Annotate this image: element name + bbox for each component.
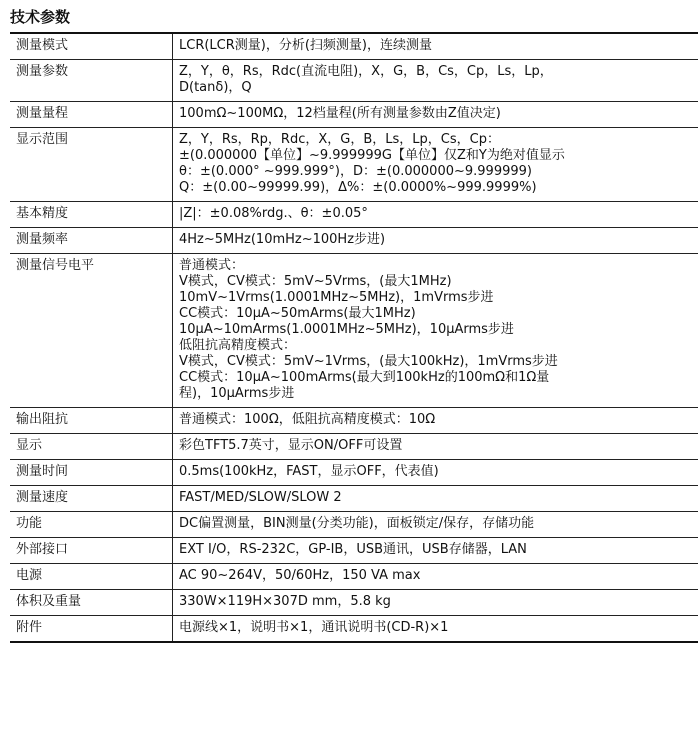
spec-value-line: CC模式：10μA~50mArms(最大1MHz) xyxy=(179,306,416,321)
spec-label: 测量量程 xyxy=(10,102,173,128)
spec-value-line: LCR(LCR测量)，分析(扫频测量)，连续测量 xyxy=(179,38,432,53)
spec-label: 电源 xyxy=(10,564,173,590)
spec-row xyxy=(10,486,698,512)
spec-label: 测量参数 xyxy=(10,60,173,102)
spec-value-line: 普通模式：100Ω，低阻抗高精度模式：10Ω xyxy=(179,412,436,427)
spec-row xyxy=(10,202,698,228)
spec-value-line: 程)，10μArms步进 xyxy=(179,386,295,401)
spec-value-line: EXT I/O，RS-232C，GP-IB，USB通讯，USB存储器，LAN xyxy=(179,542,527,557)
spec-value-line: 电源线×1，说明书×1，通讯说明书(CD-R)×1 xyxy=(179,620,449,635)
spec-value xyxy=(173,486,698,512)
spec-value xyxy=(173,102,698,128)
spec-value-line: 0.5ms(100kHz，FAST，显示OFF，代表值) xyxy=(179,464,439,479)
spec-value xyxy=(173,60,698,102)
spec-value-line: 低阻抗高精度模式： xyxy=(179,338,297,353)
spec-label: 测量模式 xyxy=(10,33,173,60)
spec-value-line: 10μA~10mArms(1.0001MHz~5MHz)，10μArms步进 xyxy=(179,322,514,337)
spec-value xyxy=(173,512,698,538)
spec-row xyxy=(10,228,698,254)
spec-value-line: DC偏置测量，BIN测量(分类功能)，面板锁定/保存，存储功能 xyxy=(179,516,535,531)
spec-value-line: 10mV~1Vrms(1.0001MHz~5MHz)，1mVrms步进 xyxy=(179,290,494,305)
spec-value xyxy=(173,408,698,434)
spec-row xyxy=(10,102,698,128)
spec-label: 测量频率 xyxy=(10,228,173,254)
spec-value-line: ±(0.000000【单位】~9.999999G【单位】仅Z和Y为绝对值显示 xyxy=(179,148,565,163)
spec-value-line: 330W×119H×307D mm，5.8 kg xyxy=(179,594,391,609)
spec-value-line: 彩色TFT5.7英寸，显示ON/OFF可设置 xyxy=(179,438,403,453)
spec-value xyxy=(173,254,698,408)
spec-value xyxy=(173,616,698,643)
spec-value-line: Z，Y，θ，Rs，Rdc(直流电阻)，X，G，B，Cs，Cp，Ls，Lp， xyxy=(179,64,553,79)
spec-label: 显示范围 xyxy=(10,128,173,202)
spec-value-line: Q：±(0.00~99999.99)，Δ%：±(0.0000%~999.9999%) xyxy=(179,180,537,195)
spec-label: 测量时间 xyxy=(10,460,173,486)
spec-row xyxy=(10,408,698,434)
document-title: 技术参数 xyxy=(10,8,71,26)
spec-table xyxy=(10,32,698,643)
spec-row xyxy=(10,33,698,60)
spec-value xyxy=(173,202,698,228)
spec-value xyxy=(173,128,698,202)
spec-value xyxy=(173,33,698,60)
spec-value-line: FAST/MED/SLOW/SLOW 2 xyxy=(179,490,342,505)
spec-value xyxy=(173,460,698,486)
spec-row xyxy=(10,512,698,538)
spec-value xyxy=(173,590,698,616)
spec-value-line: Z，Y，Rs，Rp，Rdc，X，G，B，Ls，Lp，Cs，Cp： xyxy=(179,132,500,147)
spec-value-line: V模式，CV模式：5mV~1Vrms，(最大100kHz)，1mVrms步进 xyxy=(179,354,558,369)
spec-value-line: D(tanδ)，Q xyxy=(179,80,252,95)
spec-value xyxy=(173,564,698,590)
spec-row xyxy=(10,434,698,460)
spec-value-line: 普通模式： xyxy=(179,258,245,273)
spec-row xyxy=(10,128,698,202)
spec-value-line: AC 90~264V，50/60Hz，150 VA max xyxy=(179,568,421,583)
spec-value-line: 100mΩ~100MΩ，12档量程(所有测量参数由Z值决定) xyxy=(179,106,501,121)
spec-value-line: V模式，CV模式：5mV~5Vrms，(最大1MHz) xyxy=(179,274,452,289)
spec-row xyxy=(10,60,698,102)
spec-label: 附件 xyxy=(10,616,173,643)
spec-value-line: θ：±(0.000° ~999.999°)，D：±(0.000000~9.999999) xyxy=(179,164,532,179)
spec-row xyxy=(10,564,698,590)
spec-row xyxy=(10,254,698,408)
spec-value-line: |Z|：±0.08%rdg.、θ：±0.05° xyxy=(179,206,368,221)
spec-value xyxy=(173,538,698,564)
spec-row xyxy=(10,538,698,564)
spec-value-line: 4Hz~5MHz(10mHz~100Hz步进) xyxy=(179,232,386,247)
spec-label: 测量信号电平 xyxy=(10,254,173,408)
spec-label: 基本精度 xyxy=(10,202,173,228)
spec-value-line: CC模式：10μA~100mArms(最大到100kHz的100mΩ和1Ω量 xyxy=(179,370,550,385)
spec-row xyxy=(10,616,698,643)
spec-label: 输出阻抗 xyxy=(10,408,173,434)
spec-row xyxy=(10,460,698,486)
spec-label: 外部接口 xyxy=(10,538,173,564)
spec-value xyxy=(173,228,698,254)
spec-label: 显示 xyxy=(10,434,173,460)
spec-table-body xyxy=(10,33,698,642)
spec-label: 体积及重量 xyxy=(10,590,173,616)
spec-value xyxy=(173,434,698,460)
spec-label: 测量速度 xyxy=(10,486,173,512)
spec-row xyxy=(10,590,698,616)
spec-label: 功能 xyxy=(10,512,173,538)
